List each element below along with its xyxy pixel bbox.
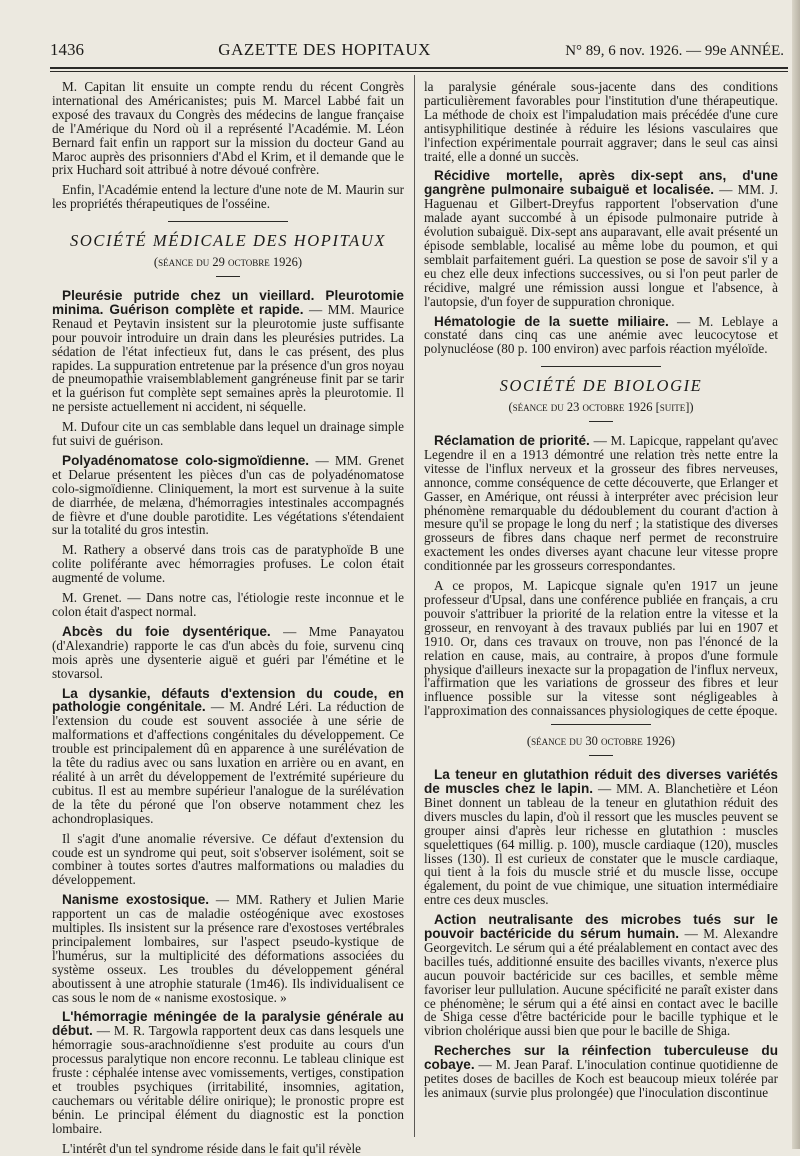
article-text: — MM. Grenet et Delarue présentent les pièces d'un cas de polyadénomatose colo-sigmoïdienne. Cliniquement, la mort est survenue à la suite de diarrhée, de melæna, d'hémorragies intestinales accompagnés de fièvre et d'une double parotidite. Les végétations s'étendaient sur la totalité du gros intestin.	[52, 452, 404, 538]
page-edge-shadow	[792, 0, 800, 1149]
article-text: — M. Lapicque, rappelant qu'avec Legendre il en a 1913 démontré une relation très nette entre la vitesse de l'influx nerveux et la grosseur des fibres nerveuses, annonce, comme conséquence de cette découverte, que Erlanger et Gasser, en Amérique, ont réussi à interpréter avec précision leur phénomène remarquable du dédoublement du courant d'action à mesure qu'il se propage le long du nerf ; la statistique des diverses grosseurs de fibres dans chaque nerf permet de reconstruire exactement les ondes diverses ayant chacune leur vitesse propre conditionnée par les grosseurs correspondantes.	[424, 433, 778, 574]
left-column	[52, 79, 405, 1156]
session-date: (séance du 29 octobre 1926)	[153, 255, 303, 270]
article-title: Polyadénomatose colo-sigmoïdienne.	[62, 452, 310, 468]
short-rule	[216, 276, 240, 277]
article-text: — MM. A. Blanchetière et Léon Binet donnent un tableau de la teneur en glutathion réduit des divers muscles du lapin, d'où il ressort que les muscles peuvent se grouper ainsi d'après leur richesse en glutathion : muscles squelettiques (64 millig. p. 100), muscle cardiaque (120), muscles lisses (130). Il est curieux de constater que le muscle cardiaque, qui tient à la fois du muscle strié et du muscle lisse, occupe également, du point de vue chimique, une situation intermédiaire entre ces deux muscles.	[424, 780, 779, 908]
section-rule	[541, 366, 661, 367]
article-title: La dysankie, défauts d'extension du coude, en pathologie congénitale.	[52, 685, 404, 715]
article-paragraph: M. Rathery a observé dans trois cas de paratyphoïde B une colite poliférante avec hémorragies profuses. Le colon était augmenté de volume.	[52, 542, 404, 586]
article-text: — M. Jean Paraf. L'inoculation continue quotidienne de petites doses de bacilles de Koch est beaucoup mieux tolérée par les animaux (survie plus prolongée) que l'inoculation discontinue	[424, 1057, 778, 1100]
article	[424, 1044, 778, 1100]
article-paragraph: M. Grenet. — Dans notre cas, l'étiologie reste inconnue et le colon était d'aspect normal.	[52, 590, 404, 619]
article-title: Nanisme exostosique.	[62, 892, 210, 908]
article-title: Action neutralisante des microbes tués sur le pouvoir bactéricide du sérum humain.	[424, 912, 778, 942]
page-header	[50, 40, 784, 64]
section-rule	[551, 724, 651, 725]
article	[424, 434, 778, 573]
article-title: Recherches sur la réinfection tuberculeuse du cobaye.	[424, 1043, 778, 1073]
continued-paragraph: la paralysie générale sous-jacente dans des conditions particulièrement favorables pour l'institution d'une thérapeutique. La méthode de choix est l'impaludation mais précédée d'une cure antisyphilitique destinée à réduire les lésions vasculaires que l'infection expérimentale pourrait aggraver; dans le seul cas ainsi traité, elle a donné un succès.	[424, 79, 778, 164]
article-title: Récidive mortelle, après dix-sept ans, d'une gangrène pulmonaire subaiguë et localisée.	[424, 168, 778, 198]
column-divider	[414, 75, 415, 1137]
session-date: (séance du 23 octobre 1926 [suite])	[508, 400, 694, 415]
article-text: — M. R. Targowla rapportent deux cas dans lesquels une hémorragie sous-arachnoïdienne s'est produite au cours d'un processus paralytique non encore reconnu. Le tableau clinique est fruste : céphalée intense avec vomissements, vertiges, constipation et troubles psychiques (irritabilité, insomnies, agitation, cauchemars ou véritable délire onirique); le pronostic propre est bénin. Le principal élément du diagnostic est la ponction lombaire.	[52, 1023, 404, 1136]
article-text: — MM. Rathery et Julien Marie rapportent un cas de maladie ostéogénique avec exostoses multiples. Ils insistent sur la présence rare d'exostoses vertébrales principalement lombaires, sur l'aspect pseudo-kystique de l'humérus, sur la multiplicité des déformations associées du système osseux. Les troubles du développement général aboutissent à une atrophie staturale (1m46). Ils individualisent ce cas sous le nom de « nanisme exostosique. »	[52, 892, 405, 1005]
article	[52, 687, 404, 826]
article-paragraph: Il s'agit d'une anomalie réversive. Ce défaut d'extension du coude est un syndrome qui peut, soit s'observer isolément, soit se combiner à toutes sortes d'autres malformations ou maladies du développement.	[52, 830, 404, 888]
article-paragraph: A ce propos, M. Lapicque signale qu'en 1917 un jeune professeur d'Upsal, dans une conférence publiée en français, a cru pouvoir s'attribuer la priorité de la relation entre la vitesse et la grosseur, en renvoyant à des travaux publiés par lui en 1907 et 1910. Or, dans ces travaux on trouve, non pas l'énoncé de la relation en cause, mais, au contraire, à propos d'une formule physique d'ailleurs inexacte sur la propagation de l'influx nerveux, l'affirmation que les variations de grosseur des fibres et leur influence possible sur la vitesse sont négligeables à l'approximation des connaissances physiologiques de cette époque.	[424, 578, 778, 719]
section-rule	[168, 221, 288, 222]
article-title: La teneur en glutathion réduit des diverses variétés de muscles chez le lapin.	[424, 767, 778, 796]
issue-info: N° 89, 6 nov. 1926. — 99e ANNÉE.	[565, 43, 784, 59]
society-title: SOCIÉTÉ DE BIOLOGIE	[499, 376, 703, 396]
short-rule	[589, 421, 613, 422]
article	[52, 454, 404, 537]
article	[424, 913, 778, 1038]
article-title: Réclamation de priorité.	[434, 433, 590, 449]
article	[52, 289, 404, 414]
article-text: — M. Alexandre Georgevitch. Le sérum qui a été préalablement en contact avec des bacilles tués, additionné ensuite des bacilles vivants, n'exerce plus aucun pouvoir bactéricide sur ces bacilles, et semble même favoriser leur pullulation. Aucune spécificité ne paraît exister dans ce phénomène; le sérum qui a été ainsi en contact avec le bacille de Shiga cesse d'être bactéricide pour le bacille typhique et le vibrion cholérique aussi bien que pour le bacille de Shiga.	[424, 926, 779, 1039]
article	[424, 315, 778, 357]
academie-paragraph: M. Capitan lit ensuite un compte rendu du récent Congrès international des Américanistes; puis M. Marcel Labbé fait un exposé des travaux du Congrès des médecins de langue française de l'Amérique du Nord où il a représenté l'Académie. M. Léon Bernard fait enfin un rapport sur la mission du docteur Gand au Maroc auprès des prisonniers d'Abd el Krim, et il demande que le prix Huchard soit attribué à notre dévoué confrère.	[52, 79, 404, 178]
article-paragraph: M. Dufour cite un cas semblable dans lequel un drainage simple fut suivi de guérison.	[52, 419, 404, 449]
academie-paragraph-2: Enfin, l'Académie entend la lecture d'une note de M. Maurin sur les propriétés thérapeutiques de l'osséine.	[52, 182, 404, 212]
article	[424, 169, 778, 308]
article-title: Pleurésie putride chez un vieillard. Pleurotomie minima. Guérison complète et rapide.	[52, 287, 404, 317]
society-title: SOCIÉTÉ MÉDICALE DES HOPITAUX	[69, 231, 387, 251]
article-text: — Mme Panayatou (d'Alexandrie) rapporte le cas d'un abcès du foie, survenu cinq mois après une dysenterie aiguë et guéri par l'émétine et le stovarsol.	[52, 623, 404, 681]
right-column	[424, 80, 778, 1139]
article-text: — MM. Maurice Renaud et Peytavin insistent sur la pleurotomie juste suffisante pour pouvoir introduire un drain dans les pleurésies putrides. La sédation de l'état infectieux fut, dans le cas présent, des plus rapides. La suppuration entretenue par la présence d'un gros noyau de pneumopathie vraisemblablement gangréneuse finit par se tarir et la guérison fut complète sept semaines après la pleurotomie. Il ne persiste actuellement ni accident, ni séquelle.	[52, 301, 404, 415]
article	[52, 625, 404, 681]
header-rule	[50, 67, 788, 72]
article	[424, 768, 778, 907]
article-title: Hématologie de la suette miliaire.	[434, 313, 669, 329]
article-title: Abcès du foie dysentérique.	[62, 623, 271, 639]
article-text: — M. Leblaye a constaté dans cinq cas une anémie avec leucocytose et polynucléose (80 p. 100 environ) avec parfois réaction myéloïde.	[424, 313, 779, 357]
page-number: 1436	[50, 40, 84, 59]
article	[52, 893, 404, 1004]
article-text: — M. André Léri. La réduction de l'extension du coude est souvent associée à une série de malformations et d'affections congénitales du développement. Ce trouble est principalement dû en apparence à une surélévation de la tête du radius avec ou sans luxation en arrière ou en avant, en réalité à un arrêt du développement de l'extrémité supérieure du cubitus. Il est au membre supérieur l'analogue de la surélévation de la tête du péroné que l'on observe notamment chez les achondroplasiques.	[52, 699, 404, 826]
article-text: — MM. J. Haguenau et Gilbert-Dreyfus rapportent l'observation d'une malade ayant succombé à un épisode pulmonaire putride à évolution subaiguë. Dix-sept ans auparavant, elle avait présenté un épisode semblable, localisé au même lobe du poumon, et qui semblait parfaitement guéri. La question se pose de savoir s'il y a eu chez elle deux infections successives, ou si l'on peut parler de récidive, malgré une rémission aussi longue et l'absence, à l'autopsie, d'un foyer de suppuration chronique.	[424, 182, 778, 309]
article	[52, 1010, 404, 1135]
short-rule	[589, 755, 613, 756]
journal-title: GAZETTE DES HOPITAUX	[218, 40, 431, 59]
article-paragraph: L'intérêt d'un tel syndrome réside dans le fait qu'il révèle	[62, 1140, 361, 1156]
article-title: L'hémorragie méningée de la paralysie générale au début.	[52, 1009, 404, 1039]
session-date: (séance du 30 octobre 1926)	[526, 734, 676, 749]
